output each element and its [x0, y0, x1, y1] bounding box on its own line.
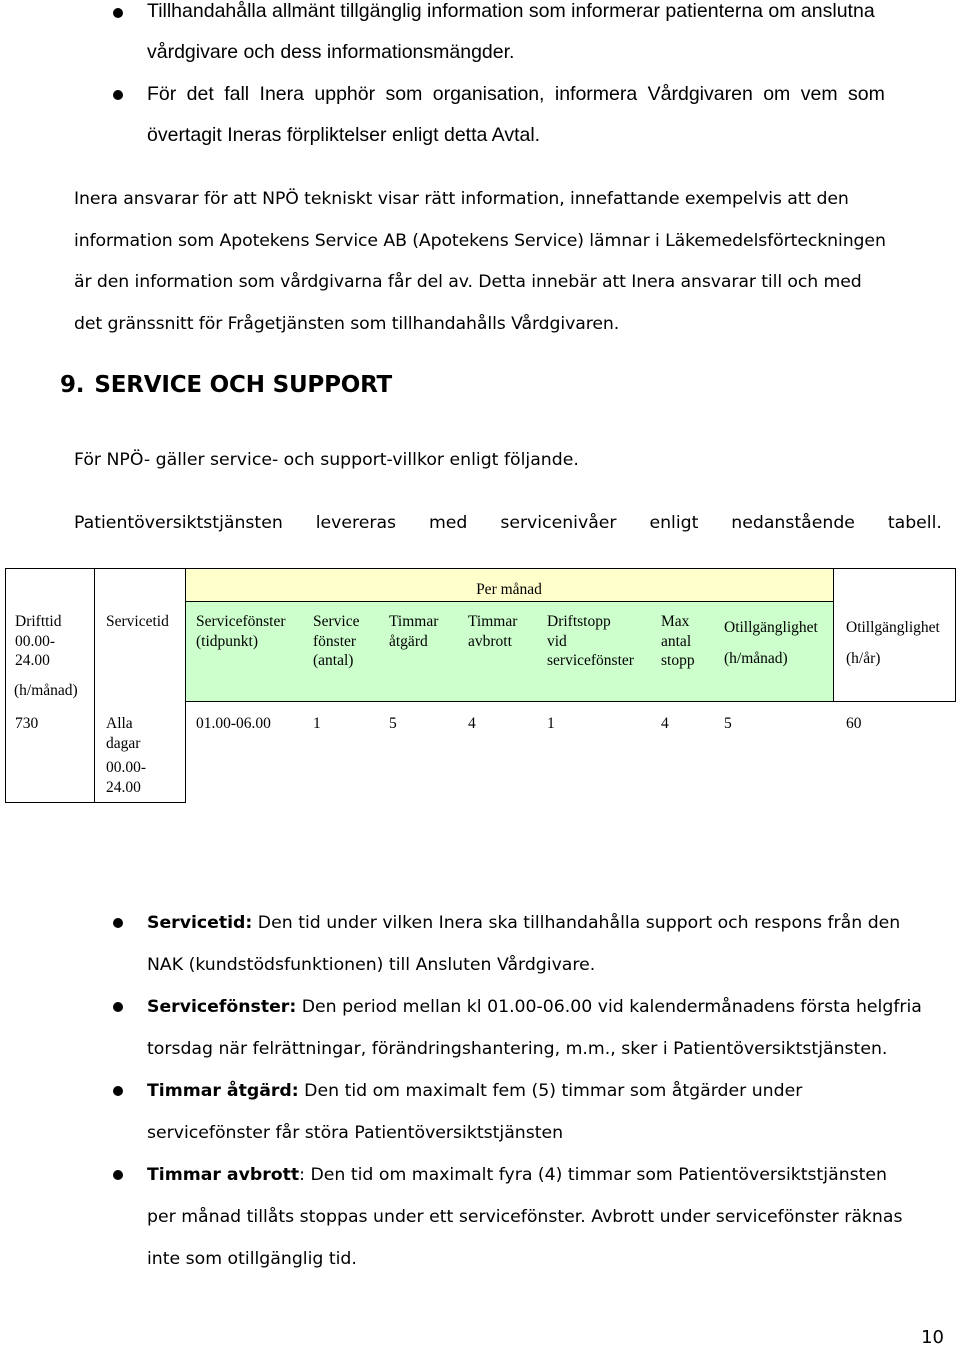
- header-driftstopp: Driftstopp vid servicefönster: [547, 613, 634, 669]
- intro-word: servicenivåer: [500, 513, 617, 533]
- service-level-table: [5, 568, 956, 803]
- header-timmar-atgard: Timmar åtgärd: [389, 613, 439, 650]
- intro-word: tabell.: [887, 513, 942, 533]
- list-item-line: övertagit Ineras förpliktelser enligt detta Avtal.: [147, 124, 541, 146]
- definition-item: Timmar avbrott: Den tid om maximalt fyra (4) timmar som Patientöversiktstjänsten per månad tillåts stoppas under ett servicefönster. Avbrott under servicefönster räknas inte som otillgänglig tid.: [147, 1165, 903, 1269]
- bullet-icon: [113, 1002, 123, 1012]
- bullet-icon: [113, 918, 123, 928]
- list-item: [147, 74, 947, 156]
- header-drifttid: Drifttid 00.00- 24.00 (h/månad): [14, 613, 78, 699]
- cell-timmar-atgard: 5: [389, 715, 397, 732]
- header-otillganglighet-ar: Otillgänglighet (h/år): [846, 619, 940, 667]
- cell-servicetid: Alla dagar 00.00- 24.00: [106, 715, 147, 796]
- table-group-header: Per månad: [476, 581, 542, 598]
- cell-service-fonster-antal: 1: [313, 715, 321, 732]
- bullet-icon: [113, 8, 123, 18]
- intro-text-justified: [74, 513, 942, 533]
- header-timmar-avbrott: Timmar avbrott: [468, 613, 518, 650]
- intro-word: med: [428, 513, 468, 533]
- header-otillganglighet-manad: Otillgänglighet (h/månad): [724, 619, 818, 667]
- cell-drifttid: 730: [15, 715, 39, 732]
- definition-term: Timmar avbrott: [147, 1165, 300, 1185]
- paragraph-line: Inera ansvarar för att NPÖ tekniskt visar rätt information, innefattande exempelvis att den: [74, 189, 849, 209]
- list-item-line: För det fall Inera upphör som organisation, informera Vårdgivaren om vem som: [147, 83, 885, 105]
- section-number: 9.: [60, 372, 85, 398]
- header-service-fonster-antal: Service fönster (antal): [313, 613, 360, 669]
- section-heading: [60, 372, 402, 398]
- list-item-line: Tillhandahålla allmänt tillgänglig information som informerar patienterna om anslutna: [147, 0, 875, 22]
- definition-term: Servicefönster:: [147, 997, 297, 1017]
- cell-otillganglighet-ar: 60: [846, 715, 862, 732]
- cell-timmar-avbrott: 4: [468, 715, 476, 732]
- header-servicefonster: Servicefönster (tidpunkt): [196, 613, 286, 650]
- header-servicetid: Servicetid: [106, 613, 169, 630]
- definition-term: Servicetid:: [147, 913, 253, 933]
- paragraph-line: det gränssnitt för Frågetjänsten som tillhandahålls Vårdgivaren.: [74, 313, 620, 334]
- bullet-icon: [113, 1170, 123, 1180]
- intro-text: För NPÖ- gäller service- och support-villkor enligt följande.: [74, 450, 579, 470]
- intro-word: levereras: [315, 513, 397, 533]
- definition-item: Servicetid: Den tid under vilken Inera ska tillhandahålla support och respons från den NAK (kundstödsfunktionen) till Ansluten Vårdgivare.: [147, 913, 901, 975]
- list-item: [147, 0, 947, 73]
- cell-servicefonster: 01.00-06.00: [196, 715, 271, 732]
- page-number: 10: [921, 1327, 944, 1348]
- definition-item: Timmar åtgärd: Den tid om maximalt fem (5) timmar som åtgärder under servicefönster får störa Patientöversiktstjänsten: [147, 1081, 803, 1143]
- cell-otillganglighet-manad: 5: [724, 715, 732, 732]
- definition-item: Servicefönster: Den period mellan kl 01.00-06.00 vid kalendermånadens första helgfria torsdag när felrättningar, förändringshantering, m.m., sker i Patientöversiktstjänsten.: [147, 997, 922, 1059]
- bullet-icon: [113, 90, 123, 100]
- intro-word: enligt: [649, 513, 699, 533]
- paragraph-line: är den information som vårdgivarna får del av. Detta innebär att Inera ansvarar till och med: [74, 272, 862, 292]
- paragraph-line: information som Apotekens Service AB (Apotekens Service) lämnar i Läkemedelsförteckningen: [74, 230, 886, 251]
- cell-driftstopp: 1: [547, 715, 555, 732]
- definition-term: Timmar åtgärd:: [147, 1081, 299, 1101]
- intro-word: nedanstående: [731, 513, 855, 533]
- bullet-icon: [113, 1086, 123, 1096]
- section-title: SERVICE OCH SUPPORT: [94, 372, 393, 398]
- intro-word: Patientöversiktstjänsten: [74, 513, 283, 533]
- header-max-antal-stopp: Max antal stopp: [661, 613, 695, 669]
- cell-max-antal-stopp: 4: [661, 715, 669, 732]
- list-item-line: vårdgivare och dess informationsmängder.: [147, 41, 515, 63]
- body-paragraph: [74, 179, 936, 345]
